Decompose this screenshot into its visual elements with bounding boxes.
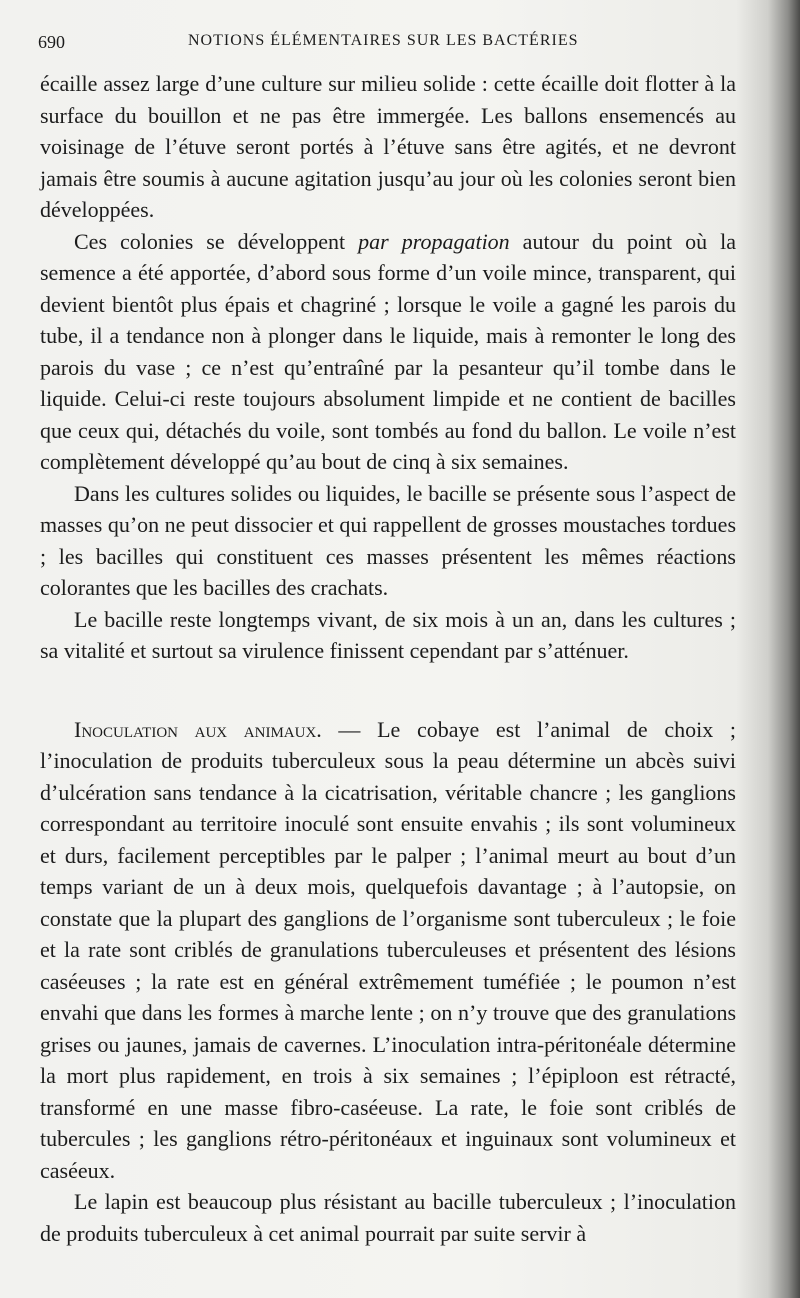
paragraph-text: Ces colonies se développent	[74, 228, 359, 254]
paragraph-text: autour du point où la semence a été apportée, d’abord sous forme d’un voile mince, transparent, qui devient bientôt plus épais et chagriné ; lorsque le voile a gagné les parois du tube, il a tendance non à plonger dans le liquide, mais à remonter le long des parois du vase ; ce n’est qu’entraîné par la pesanteur qu’il tombe dans le liquide. Celui-ci reste toujours absolument limpide et ne contient de bacilles que ceux qui, détachés du voile, sont tombés au fond du ballon. Le voile n’est complètement développé qu’au bout de cinq à six semaines.	[40, 228, 736, 474]
paragraph-culture-continuation	[40, 68, 736, 226]
paragraph-inoculation	[40, 714, 736, 1187]
page-header	[38, 28, 738, 58]
paragraph-lapin	[40, 1186, 736, 1249]
paragraph-text: — Le cobaye est l’animal de choix ; l’inoculation de produits tuberculeux sous la peau détermine un abcès suivi d’ulcération sans tendance à la cicatrisation, véritable chancre ; les ganglions correspondant au territoire inoculé sont ensuite envahis ; ils sont volumineux et durs, facilement perceptibles par le palper ; l’animal meurt au bout d’un temps variant de un à deux mois, quelquefois davantage ; à l’autopsie, on constate que la plupart des ganglions de l’organisme sont tuberculeux ; le foie et la rate sont criblés de granulations tuberculeuses et présentent des lésions caséeuses ; la rate est en général extrêmement tuméfiée ; le poumon n’est envahi que dans les formes à marche lente ; on n’y trouve que des granulations grises ou jaunes, jamais de cavernes. L’inoculation intra-péritonéale détermine la mort plus rapidement, en trois à six semaines ; l’épiploon est rétracté, transformé en une masse fibro-caséeuse. La rate, le foie sont criblés de tubercules ; les ganglions rétro-péritonéaux et inguinaux sont volumineux et caséeux.	[40, 716, 736, 1183]
paragraph-text: Le bacille reste longtemps vivant, de six mois à un an, dans les cultures ; sa vitalité et surtout sa virulence finissent cependant par s’atténuer.	[40, 606, 736, 663]
paragraph-colonies	[40, 226, 736, 478]
paragraph-vitalite	[40, 604, 736, 667]
page-body	[40, 68, 736, 1249]
running-title: NOTIONS ÉLÉMENTAIRES SUR LES BACTÉRIES	[188, 32, 579, 49]
italic-term: par propagation	[358, 228, 510, 254]
section-heading: Inoculation aux animaux.	[74, 716, 322, 742]
page-number: 690	[38, 32, 65, 52]
paragraph-text: Dans les cultures solides ou liquides, le bacille se présente sous l’aspect de masses qu’on ne peut dissocier et qui rappellent de grosses moustaches tordues ; les bacilles qui constituent ces masses présentent les mêmes réactions colorantes que les bacilles des crachats.	[40, 480, 736, 600]
paragraph-text: Le lapin est beaucoup plus résistant au bacille tuberculeux ; l’inoculation de produits tuberculeux à cet animal pourrait par suite servir à	[40, 1189, 736, 1246]
paragraph-cultures-solides	[40, 478, 736, 604]
paragraph-text: écaille assez large d’une culture sur milieu solide : cette écaille doit flotter à la surface du bouillon et ne pas être immergée. Les ballons ensemencés au voisinage de l’étuve seront portés à l’étuve sans être agités, et ne devront jamais être soumis à aucune agitation jusqu’au jour où les colonies seront bien développées.	[40, 71, 736, 222]
